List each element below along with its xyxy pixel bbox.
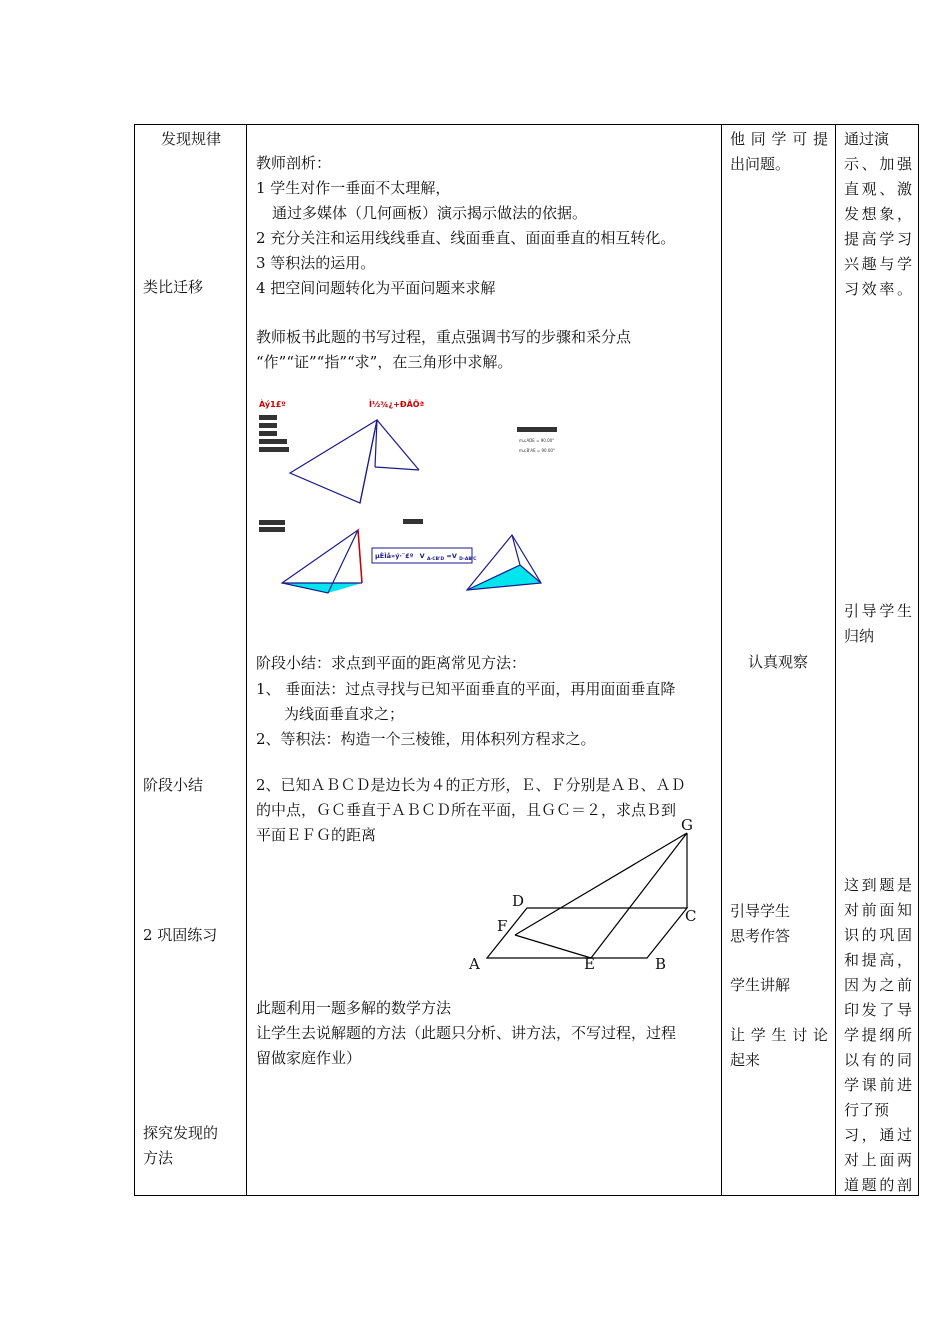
sketch-label-explore: Ì½¾¿+ÐÂÖª — [369, 400, 425, 409]
intent-p3-line: 对上面两 — [844, 1151, 912, 1169]
intent-p3-line: 这到题是 — [844, 876, 912, 894]
student-column — [722, 125, 836, 1196]
student-ask-2: 出问题。 — [730, 155, 791, 173]
intent-p1-line: 示、加强 — [844, 155, 912, 173]
intent-p3-line: 和提高， — [844, 951, 912, 969]
intent-p3-line: 道题的剖 — [844, 1176, 912, 1194]
intent-p3-line: 对前面知 — [844, 901, 912, 919]
content-column — [247, 125, 722, 1196]
student-discuss-1: 让学生讨论 — [730, 1026, 828, 1044]
analysis-point-4: 4 把空间问题转化为平面问题来求解 — [256, 279, 496, 297]
analysis-point-1-sub: 通过多媒体（几何画板）演示揭示做法的依据。 — [272, 204, 588, 222]
analysis-title: 教师剖析： — [256, 154, 332, 172]
student-observe: 认真观察 — [748, 653, 809, 671]
board-line-2: “作”“证”“指”“求”，在三角形中求解。 — [256, 353, 513, 371]
problem2-line-2: 的中点，ＧＣ垂直于ＡＢＣＤ所在平面，且ＧＣ＝２，求点Ｂ到 — [256, 801, 677, 819]
method-line-2: 让学生去说解题的方法（此题只分析、讲方法，不写过程，过程 — [256, 1024, 677, 1042]
label-B: B — [655, 955, 667, 973]
intent-p3-line: 学课前进 — [844, 1076, 912, 1094]
label-C: C — [685, 907, 697, 925]
method-line-3: 留做家庭作业） — [256, 1049, 362, 1067]
intent-p3-line: 学提纲所 — [844, 1026, 912, 1044]
svg-text:µÈÌå»ý·¨£º V: µÈÌå»ý·¨£º V $_{A-CB'D}$ =V $_{D-AB'C}$ — [375, 552, 477, 562]
intent-p2-line: 归纳 — [844, 627, 875, 645]
problem2-line-3: 平面ＥＦＧ的距离 — [256, 826, 377, 844]
intent-p1-line: 提高学习 — [844, 230, 912, 248]
pyramid-top — [290, 420, 419, 503]
method-line-1: 此题利用一题多解的数学方法 — [256, 999, 452, 1017]
stage-practice: 2 巩固练习 — [143, 926, 218, 944]
label-A: A — [469, 955, 480, 973]
problem2-line-1: 2、已知ＡＢＣＤ是边长为４的正方形，Ｅ、Ｆ分别是ＡＢ、ＡＤ — [256, 776, 686, 794]
sketch-buttons-bottom — [259, 519, 423, 532]
label-E: E — [584, 955, 595, 973]
sketchpad-figure — [255, 395, 575, 595]
intent-p3-line: 印发了导 — [844, 1001, 912, 1019]
stage-summary: 阶段小结 — [143, 776, 204, 794]
label-D: D — [512, 892, 525, 910]
intent-paragraph-1 — [844, 127, 912, 302]
summary-item-2: 2、等积法：构造一个三棱锥，用体积列方程求之。 — [256, 730, 596, 748]
sketch-measure-1: m∠ADE = 90.00° — [519, 438, 555, 443]
student-guide-1: 引导学生 — [730, 902, 791, 920]
summary-item-1: 1、 垂面法：过点寻找与已知平面垂直的平面，再用面面垂直降 — [256, 680, 676, 698]
analysis-point-1: 1 学生对作一垂面不太理解， — [256, 179, 451, 197]
problem2-figure — [447, 815, 719, 975]
sketch-measure-2: m∠B'AE = 90.00° — [519, 448, 555, 453]
summary-item-1-cont: 为线面垂直求之； — [284, 705, 405, 723]
intent-p1-line: 直观、激 — [844, 180, 912, 198]
label-G: G — [681, 816, 693, 834]
student-guide-2: 思考作答 — [730, 927, 791, 945]
intent-p2-line: 引导学生 — [844, 602, 912, 620]
stage-column — [135, 125, 247, 1196]
intent-p1-line: 习效率。 — [844, 280, 912, 298]
intent-p3-line: 因为之前 — [844, 976, 912, 994]
analysis-point-3: 3 等积法的运用。 — [256, 254, 376, 272]
sketch-buttons-top — [259, 415, 557, 452]
intent-p3-line: 识的巩固 — [844, 926, 912, 944]
intent-p1-line: 通过演 — [844, 130, 890, 148]
intent-p3-line: 以有的同 — [844, 1051, 912, 1069]
intent-p1-line: 兴趣与学 — [844, 255, 912, 273]
intent-p1-line: 发想象， — [844, 205, 912, 223]
board-line-1: 教师板书此题的书写过程，重点强调书写的步骤和采分点 — [256, 328, 632, 346]
stage-discover: 发现规律 — [161, 130, 222, 148]
stage-explore-line2: 方法 — [143, 1149, 174, 1167]
student-ask-1: 他同学可提 — [730, 130, 828, 148]
label-F: F — [497, 917, 508, 935]
intent-p3-line: 行了预 — [844, 1101, 890, 1119]
stage-analogy: 类比迁移 — [143, 278, 204, 296]
intent-column — [836, 125, 919, 1196]
summary-title: 阶段小结：求点到平面的距离常见方法： — [256, 654, 527, 672]
stage-explore-line1: 探究发现的 — [143, 1124, 219, 1142]
lesson-plan-table — [134, 124, 919, 1196]
pyramid-bottom-left — [282, 530, 362, 593]
student-discuss-2: 起来 — [730, 1051, 761, 1069]
intent-p3-line: 习，通过 — [844, 1126, 912, 1144]
tetrahedron-bottom-right — [467, 535, 541, 590]
sketch-label-example: Àý1£º — [259, 400, 286, 409]
student-explain: 学生讲解 — [730, 976, 791, 994]
equal-volume-formula — [372, 548, 477, 563]
intent-paragraph-2 — [844, 599, 912, 649]
analysis-point-2: 2 充分关注和运用线线垂直、线面垂直、面面垂直的相互转化。 — [256, 229, 676, 247]
intent-paragraph-3 — [844, 873, 912, 1198]
